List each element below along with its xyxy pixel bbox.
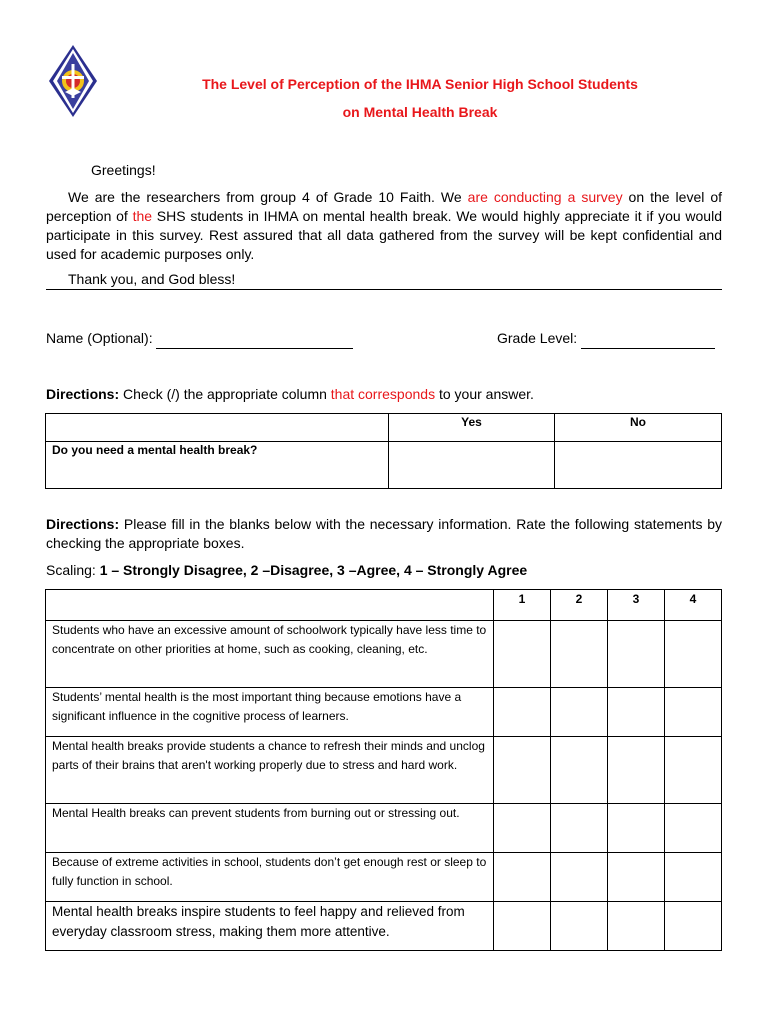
- directions-1: Directions: Check (/) the appropriate column that corresponds to your answer.: [46, 386, 534, 402]
- rating-1-header: 1: [494, 590, 551, 621]
- no-column-header: No: [555, 414, 722, 442]
- table-row: [46, 804, 722, 853]
- rating-2-header: 2: [551, 590, 608, 621]
- rating-1-checkbox[interactable]: [494, 853, 551, 902]
- table-row: [46, 902, 722, 951]
- statement-cell: Students who have an excessive amount of schoolwork typically have less time to concentrate on other priorities at home, such as cooking, cleaning, etc.: [46, 621, 494, 688]
- rating-1-checkbox[interactable]: [494, 737, 551, 804]
- yes-no-table: [45, 413, 722, 489]
- table-row: [46, 621, 722, 688]
- thanks-text: Thank you, and God bless!: [68, 271, 236, 287]
- yes-checkbox-cell[interactable]: [389, 442, 555, 489]
- rating-table: [45, 589, 722, 951]
- rating-2-checkbox[interactable]: [551, 853, 608, 902]
- statement-header: [46, 590, 494, 621]
- scaling-legend: Scaling: 1 – Strongly Disagree, 2 –Disagree, 3 –Agree, 4 – Strongly Agree: [46, 562, 528, 578]
- name-blank[interactable]: [156, 329, 353, 349]
- grade-level-field[interactable]: [497, 329, 715, 349]
- page-title-line-1: The Level of Perception of the IHMA Senior High School Students: [202, 76, 638, 92]
- statement-cell: Mental health breaks provide students a chance to refresh their minds and unclog parts of their brains that aren't working properly due to stress and hard work.: [46, 737, 494, 804]
- rating-3-checkbox[interactable]: [608, 737, 665, 804]
- no-checkbox-cell[interactable]: [555, 442, 722, 489]
- rating-1-checkbox[interactable]: [494, 804, 551, 853]
- rating-3-checkbox[interactable]: [608, 804, 665, 853]
- rating-2-checkbox[interactable]: [551, 737, 608, 804]
- rating-1-checkbox[interactable]: [494, 688, 551, 737]
- rating-4-header: 4: [665, 590, 722, 621]
- rating-4-checkbox[interactable]: [665, 902, 722, 951]
- rating-2-checkbox[interactable]: [551, 902, 608, 951]
- rating-4-checkbox[interactable]: [665, 688, 722, 737]
- rating-1-checkbox[interactable]: [494, 902, 551, 951]
- rating-3-checkbox[interactable]: [608, 688, 665, 737]
- rating-3-checkbox[interactable]: [608, 902, 665, 951]
- rating-2-checkbox[interactable]: [551, 688, 608, 737]
- table-row: [46, 442, 722, 489]
- intro-paragraph: We are the researchers from group 4 of Grade 10 Faith. We are conducting a survey on the level of perception of the SHS students in IHMA on mental health break. We would highly appreciate it if you would participate in this survey. Rest assured that all data gathered from the survey will be kept confidential and used for academic purposes only.: [46, 189, 723, 262]
- grade-level-blank[interactable]: [581, 329, 715, 349]
- table-row: [46, 737, 722, 804]
- rating-4-checkbox[interactable]: [665, 804, 722, 853]
- rating-2-checkbox[interactable]: [551, 621, 608, 688]
- yes-column-header: Yes: [389, 414, 555, 442]
- directions-2: Directions: Please fill in the blanks below with the necessary information. Rate the following statements by checking the appropriate boxes.: [46, 516, 722, 551]
- rating-4-checkbox[interactable]: [665, 737, 722, 804]
- rating-1-checkbox[interactable]: [494, 621, 551, 688]
- rating-4-checkbox[interactable]: [665, 621, 722, 688]
- greeting-text: Greetings!: [91, 162, 156, 178]
- school-crest-icon: [48, 44, 98, 118]
- rating-3-checkbox[interactable]: [608, 853, 665, 902]
- page-title-line-2: on Mental Health Break: [342, 104, 498, 120]
- grade-level-label: Grade Level:: [497, 330, 578, 346]
- question-cell: Do you need a mental health break?: [46, 442, 389, 489]
- blank-header: [46, 414, 389, 442]
- statement-cell: Mental Health breaks can prevent students from burning out or stressing out.: [46, 804, 494, 853]
- divider: [46, 289, 722, 290]
- rating-3-checkbox[interactable]: [608, 621, 665, 688]
- rating-2-checkbox[interactable]: [551, 804, 608, 853]
- rating-4-checkbox[interactable]: [665, 853, 722, 902]
- rating-3-header: 3: [608, 590, 665, 621]
- name-field[interactable]: [46, 329, 353, 349]
- statement-cell: Because of extreme activities in school, students don’t get enough rest or sleep to fully function in school.: [46, 853, 494, 902]
- statement-cell: Mental health breaks inspire students to feel happy and relieved from everyday classroom stress, making them more attentive.: [46, 902, 494, 951]
- name-label: Name (Optional):: [46, 330, 153, 346]
- table-row: [46, 853, 722, 902]
- statement-cell: Students’ mental health is the most important thing because emotions have a significant influence in the cognitive process of learners.: [46, 688, 494, 737]
- table-row: [46, 688, 722, 737]
